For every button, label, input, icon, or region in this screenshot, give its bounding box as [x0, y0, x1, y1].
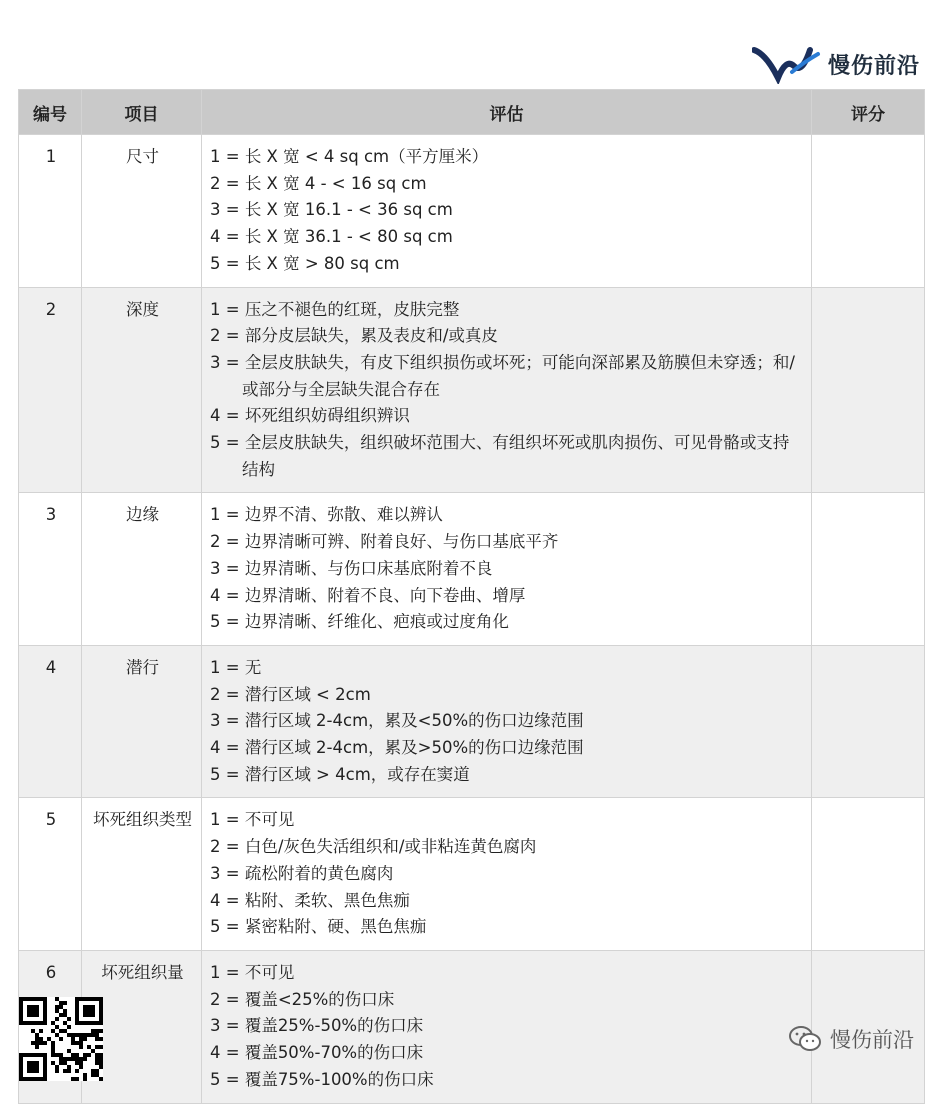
evaluation-line: 4 = 边界清晰、附着不良、向下卷曲、增厚	[210, 585, 526, 605]
row-evaluation	[202, 287, 812, 493]
evaluation-line: 2 = 长 X 宽 4 - < 16 sq cm	[210, 173, 427, 193]
evaluation-line: 1 = 压之不褪色的红斑，皮肤完整	[210, 299, 460, 319]
row-number: 6	[19, 950, 82, 1103]
watermark	[788, 1024, 914, 1054]
table-header-row	[19, 90, 925, 135]
table-row	[19, 798, 925, 951]
wave-logo-icon	[752, 44, 822, 84]
row-evaluation	[202, 135, 812, 288]
row-number: 2	[19, 287, 82, 493]
evaluation-line: 2 = 边界清晰可辨、附着良好、与伤口基底平齐	[210, 532, 559, 552]
row-number: 3	[19, 493, 82, 646]
evaluation-line: 5 = 全层皮肤缺失，组织破坏范围大、有组织坏死或肌肉损伤、可见骨骼或支持结构	[210, 433, 790, 479]
evaluation-line: 1 = 无	[210, 657, 262, 677]
evaluation-line: 3 = 疏松附着的黄色腐肉	[210, 863, 394, 883]
evaluation-line: 4 = 粘附、柔软、黑色焦痂	[210, 890, 410, 910]
row-item: 深度	[82, 287, 202, 493]
row-score-cell[interactable]	[812, 645, 925, 798]
row-evaluation	[202, 798, 812, 951]
evaluation-line: 4 = 坏死组织妨碍组织辨识	[210, 406, 410, 426]
row-score-cell[interactable]	[812, 135, 925, 288]
row-score-cell[interactable]	[812, 798, 925, 951]
brand-logo	[752, 44, 920, 84]
header-item: 项目	[82, 90, 202, 135]
row-item: 坏死组织量	[82, 950, 202, 1103]
row-number: 5	[19, 798, 82, 951]
header-score: 评分	[812, 90, 925, 135]
row-item: 坏死组织类型	[82, 798, 202, 951]
evaluation-line: 1 = 不可见	[210, 810, 295, 830]
table-row	[19, 493, 925, 646]
evaluation-line: 4 = 长 X 宽 36.1 - < 80 sq cm	[210, 227, 453, 247]
qr-code-icon	[19, 997, 103, 1081]
evaluation-line: 2 = 潜行区域 < 2cm	[210, 684, 371, 704]
evaluation-line: 4 = 潜行区域 2-4cm，累及>50%的伤口边缘范围	[210, 738, 584, 758]
evaluation-line: 3 = 边界清晰、与伤口床基底附着不良	[210, 558, 493, 578]
evaluation-line: 5 = 潜行区域 > 4cm，或存在窦道	[210, 764, 470, 784]
evaluation-line: 1 = 长 X 宽 < 4 sq cm（平方厘米）	[210, 147, 489, 166]
table-row	[19, 135, 925, 288]
row-evaluation	[202, 645, 812, 798]
row-evaluation	[202, 493, 812, 646]
evaluation-line: 5 = 边界清晰、纤维化、疤痕或过度角化	[210, 612, 509, 632]
evaluation-line: 3 = 长 X 宽 16.1 - < 36 sq cm	[210, 200, 453, 220]
table-row	[19, 645, 925, 798]
header-num: 编号	[19, 90, 82, 135]
evaluation-line: 5 = 紧密粘附、硬、黑色焦痂	[210, 917, 427, 937]
evaluation-line: 3 = 潜行区域 2-4cm，累及<50%的伤口边缘范围	[210, 711, 584, 731]
brand-name: 慢伤前沿	[827, 53, 920, 79]
wechat-icon	[788, 1025, 822, 1053]
evaluation-line: 4 = 覆盖50%-70%的伤口床	[210, 1043, 424, 1063]
evaluation-line: 2 = 部分皮层缺失，累及表皮和/或真皮	[210, 326, 498, 346]
assessment-table	[18, 89, 925, 1104]
evaluation-line: 3 = 全层皮肤缺失，有皮下组织损伤或坏死；可能向深部累及筋膜但未穿透；和/或部分与全层缺失混合存在	[210, 352, 795, 399]
row-score-cell[interactable]	[812, 287, 925, 493]
table-row	[19, 287, 925, 493]
evaluation-line: 5 = 长 X 宽 > 80 sq cm	[210, 253, 400, 273]
row-item: 边缘	[82, 493, 202, 646]
row-number: 4	[19, 645, 82, 798]
evaluation-line: 3 = 覆盖25%-50%的伤口床	[210, 1016, 424, 1036]
evaluation-line: 5 = 覆盖75%-100%的伤口床	[210, 1069, 434, 1089]
evaluation-line: 2 = 白色/灰色失活组织和/或非粘连黄色腐肉	[210, 837, 537, 857]
evaluation-line: 1 = 不可见	[210, 962, 295, 982]
evaluation-line: 2 = 覆盖<25%的伤口床	[210, 989, 395, 1009]
row-score-cell[interactable]	[812, 493, 925, 646]
row-item: 尺寸	[82, 135, 202, 288]
header-eval: 评估	[202, 90, 812, 135]
evaluation-line: 1 = 边界不清、弥散、难以辨认	[210, 505, 443, 525]
row-item: 潜行	[82, 645, 202, 798]
watermark-text: 慢伤前沿	[830, 1028, 914, 1052]
row-evaluation	[202, 950, 812, 1103]
row-number: 1	[19, 135, 82, 288]
